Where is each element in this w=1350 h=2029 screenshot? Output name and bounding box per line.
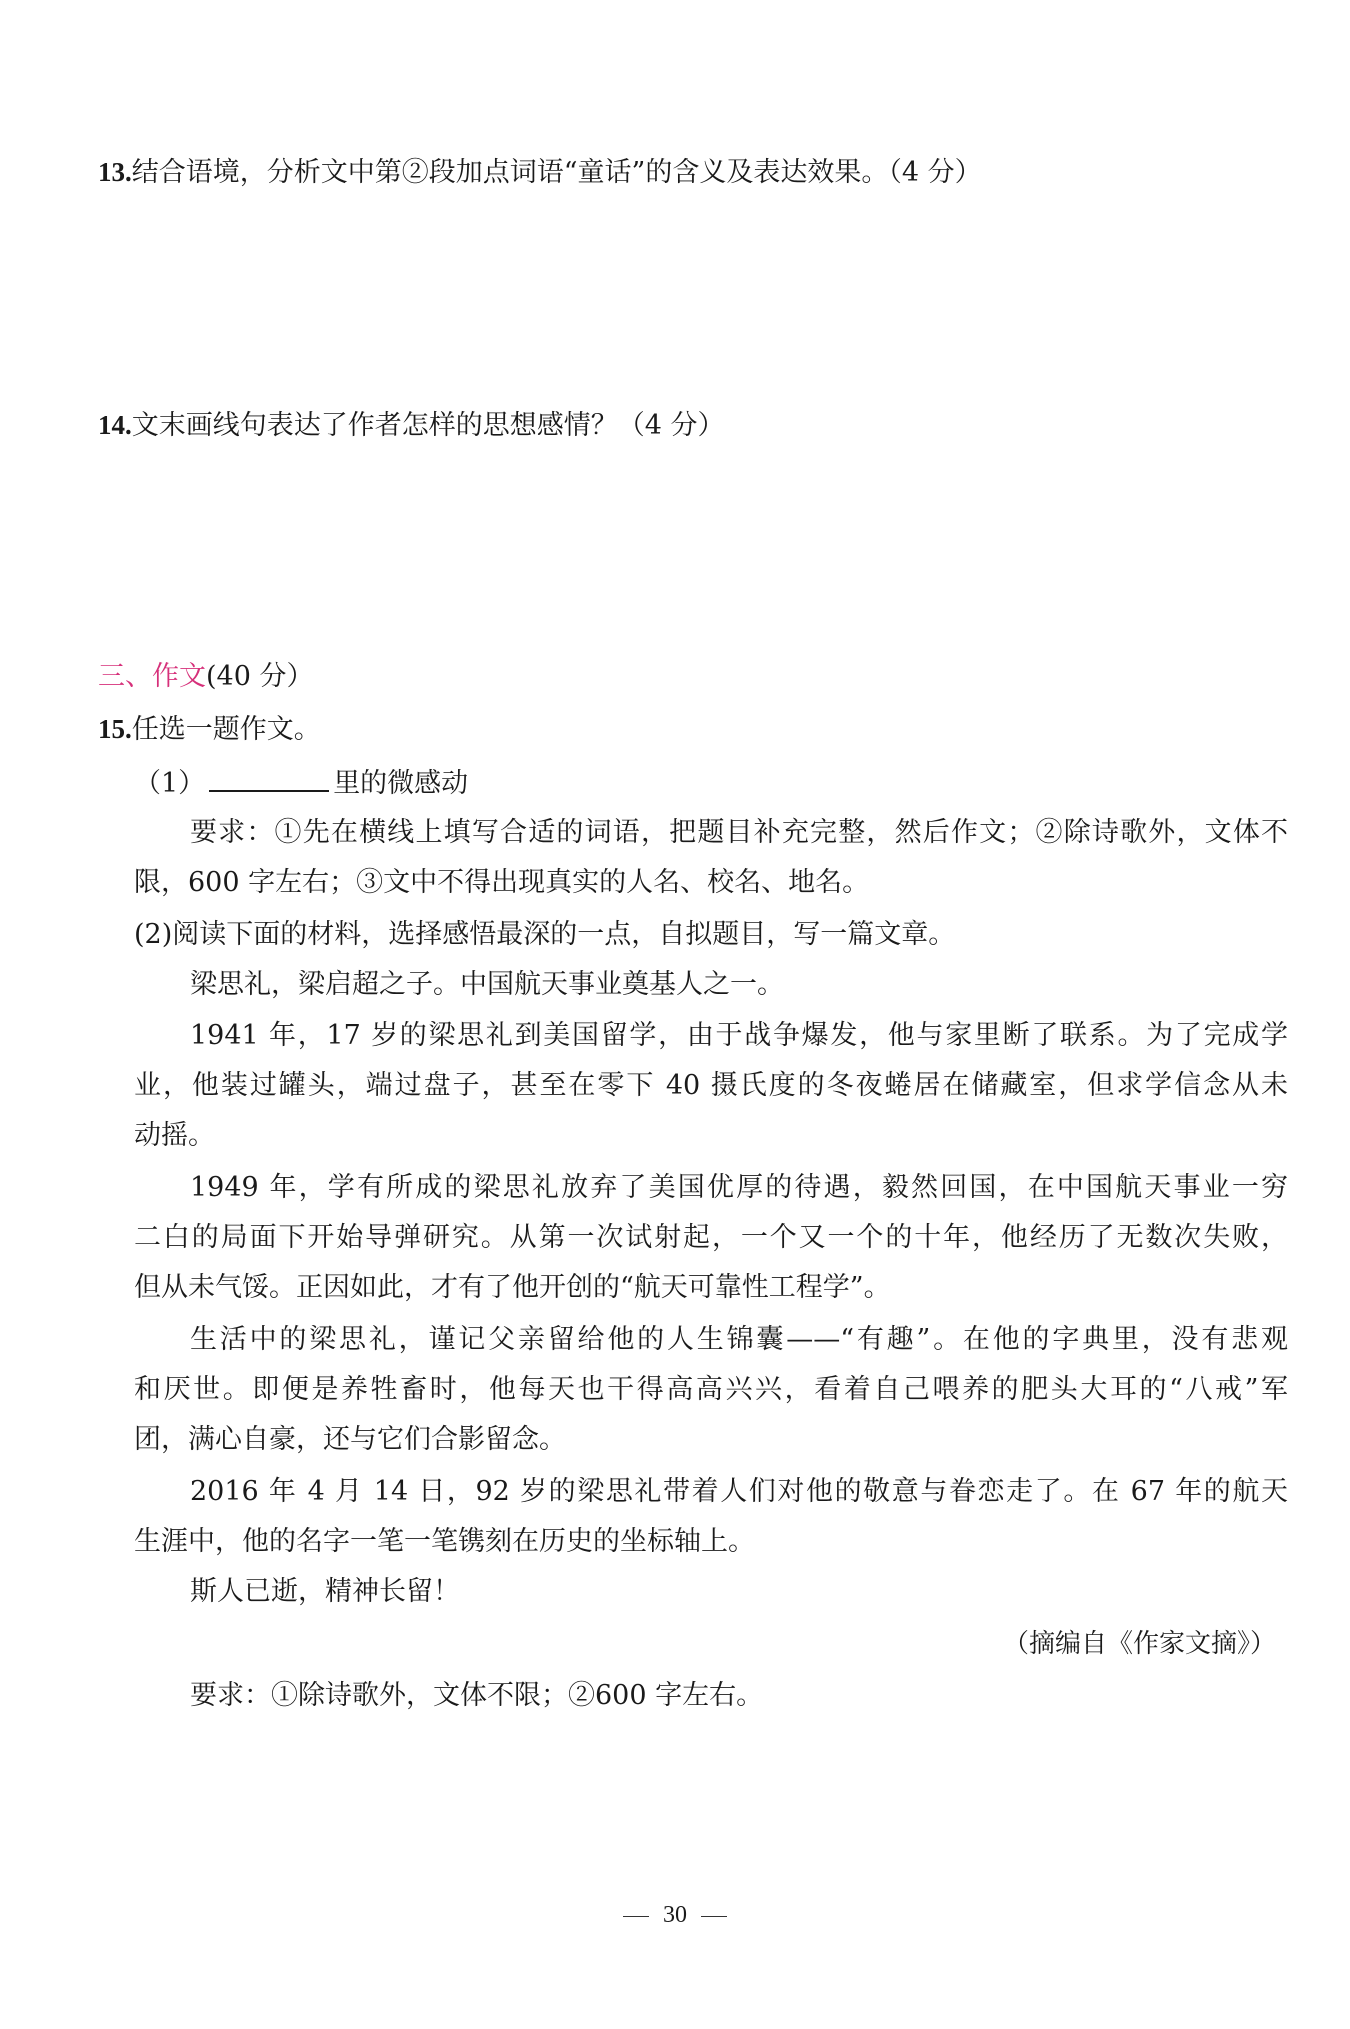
question-number: 15. [98,714,132,744]
question-number: 13. [98,157,132,187]
question-13 [98,155,982,190]
material-paragraph-line: 生活中的梁思礼，谨记父亲留给他的人生锦囊——“有趣”。在他的字典里，没有悲观 [190,1324,1288,1355]
material-paragraph-line: 团，满心自豪，还与它们合影留念。 [134,1424,566,1455]
question-text: 文末画线句表达了作者怎样的思想感情？（4 分） [131,410,725,441]
material-paragraph-line: 1941 年，17 岁的梁思礼到美国留学，由于战争爆发，他与家里断了联系。为了完成学 [190,1020,1288,1051]
fill-blank [209,764,329,792]
material-source: （摘编自《作家文摘》） [1002,1629,1276,1659]
material-paragraph-line: 梁思礼，梁启超之子。中国航天事业奠基人之一。 [190,969,784,1000]
page-number: 30 [663,1902,687,1928]
option-1-requirement-line: 要求：①先在横线上填写合适的词语，把题目补充完整，然后作文；②除诗歌外，文体不 [190,817,1288,848]
option-1-title [134,764,468,801]
option-2-requirement: 要求：①除诗歌外，文体不限；②600 字左右。 [190,1680,764,1711]
material-paragraph-line: 但从未气馁。正因如此，才有了他开创的“航天可靠性工程学”。 [134,1272,891,1303]
material-paragraph-line: 业，他装过罐头，端过盘子，甚至在零下 40 摄氏度的冬夜蜷居在储藏室，但求学信念从未 [134,1070,1288,1101]
option-title-suffix: 里的微感动 [333,768,469,799]
page-footer [0,1900,1350,1930]
material-paragraph-line: 二白的局面下开始导弹研究。从第一次试射起，一个又一个的十年，他经历了无数次失败， [134,1222,1288,1253]
material-paragraph-line: 2016 年 4 月 14 日，92 岁的梁思礼带着人们对他的敬意与眷恋走了。在 67 年的航天 [190,1476,1288,1507]
material-paragraph-line: 和厌世。即便是养牲畜时，他每天也干得高高兴兴，看着自己喂养的肥头大耳的“八戒”军 [134,1374,1288,1405]
section-title: 三、作文 [98,661,206,692]
question-text: 任选一题作文。 [131,714,321,745]
material-paragraph-line: 生涯中，他的名字一笔一笔镌刻在历史的坐标轴上。 [134,1526,755,1557]
option-1-requirement-line: 限，600 字左右；③文中不得出现真实的人名、校名、地名。 [134,867,870,898]
section-points: (40 分） [206,661,314,692]
material-paragraph-line: 动摇。 [134,1120,215,1151]
material-paragraph-line: 斯人已逝，精神长留！ [190,1576,460,1607]
question-text: 结合语境，分析文中第②段加点词语“童话”的含义及表达效果。（4 分） [131,157,982,188]
question-number: 14. [98,410,132,440]
section-heading [98,660,313,694]
material-paragraph-line: 1949 年，学有所成的梁思礼放弃了美国优厚的待遇，毅然回国，在中国航天事业一穷 [190,1172,1288,1203]
question-15 [98,712,321,747]
option-2-label: (2)阅读下面的材料，选择感悟最深的一点，自拟题目，写一篇文章。 [134,919,956,950]
footer-dash [623,1916,649,1917]
option-label: （1） [134,768,206,799]
question-14 [98,408,725,443]
footer-dash [701,1916,727,1917]
